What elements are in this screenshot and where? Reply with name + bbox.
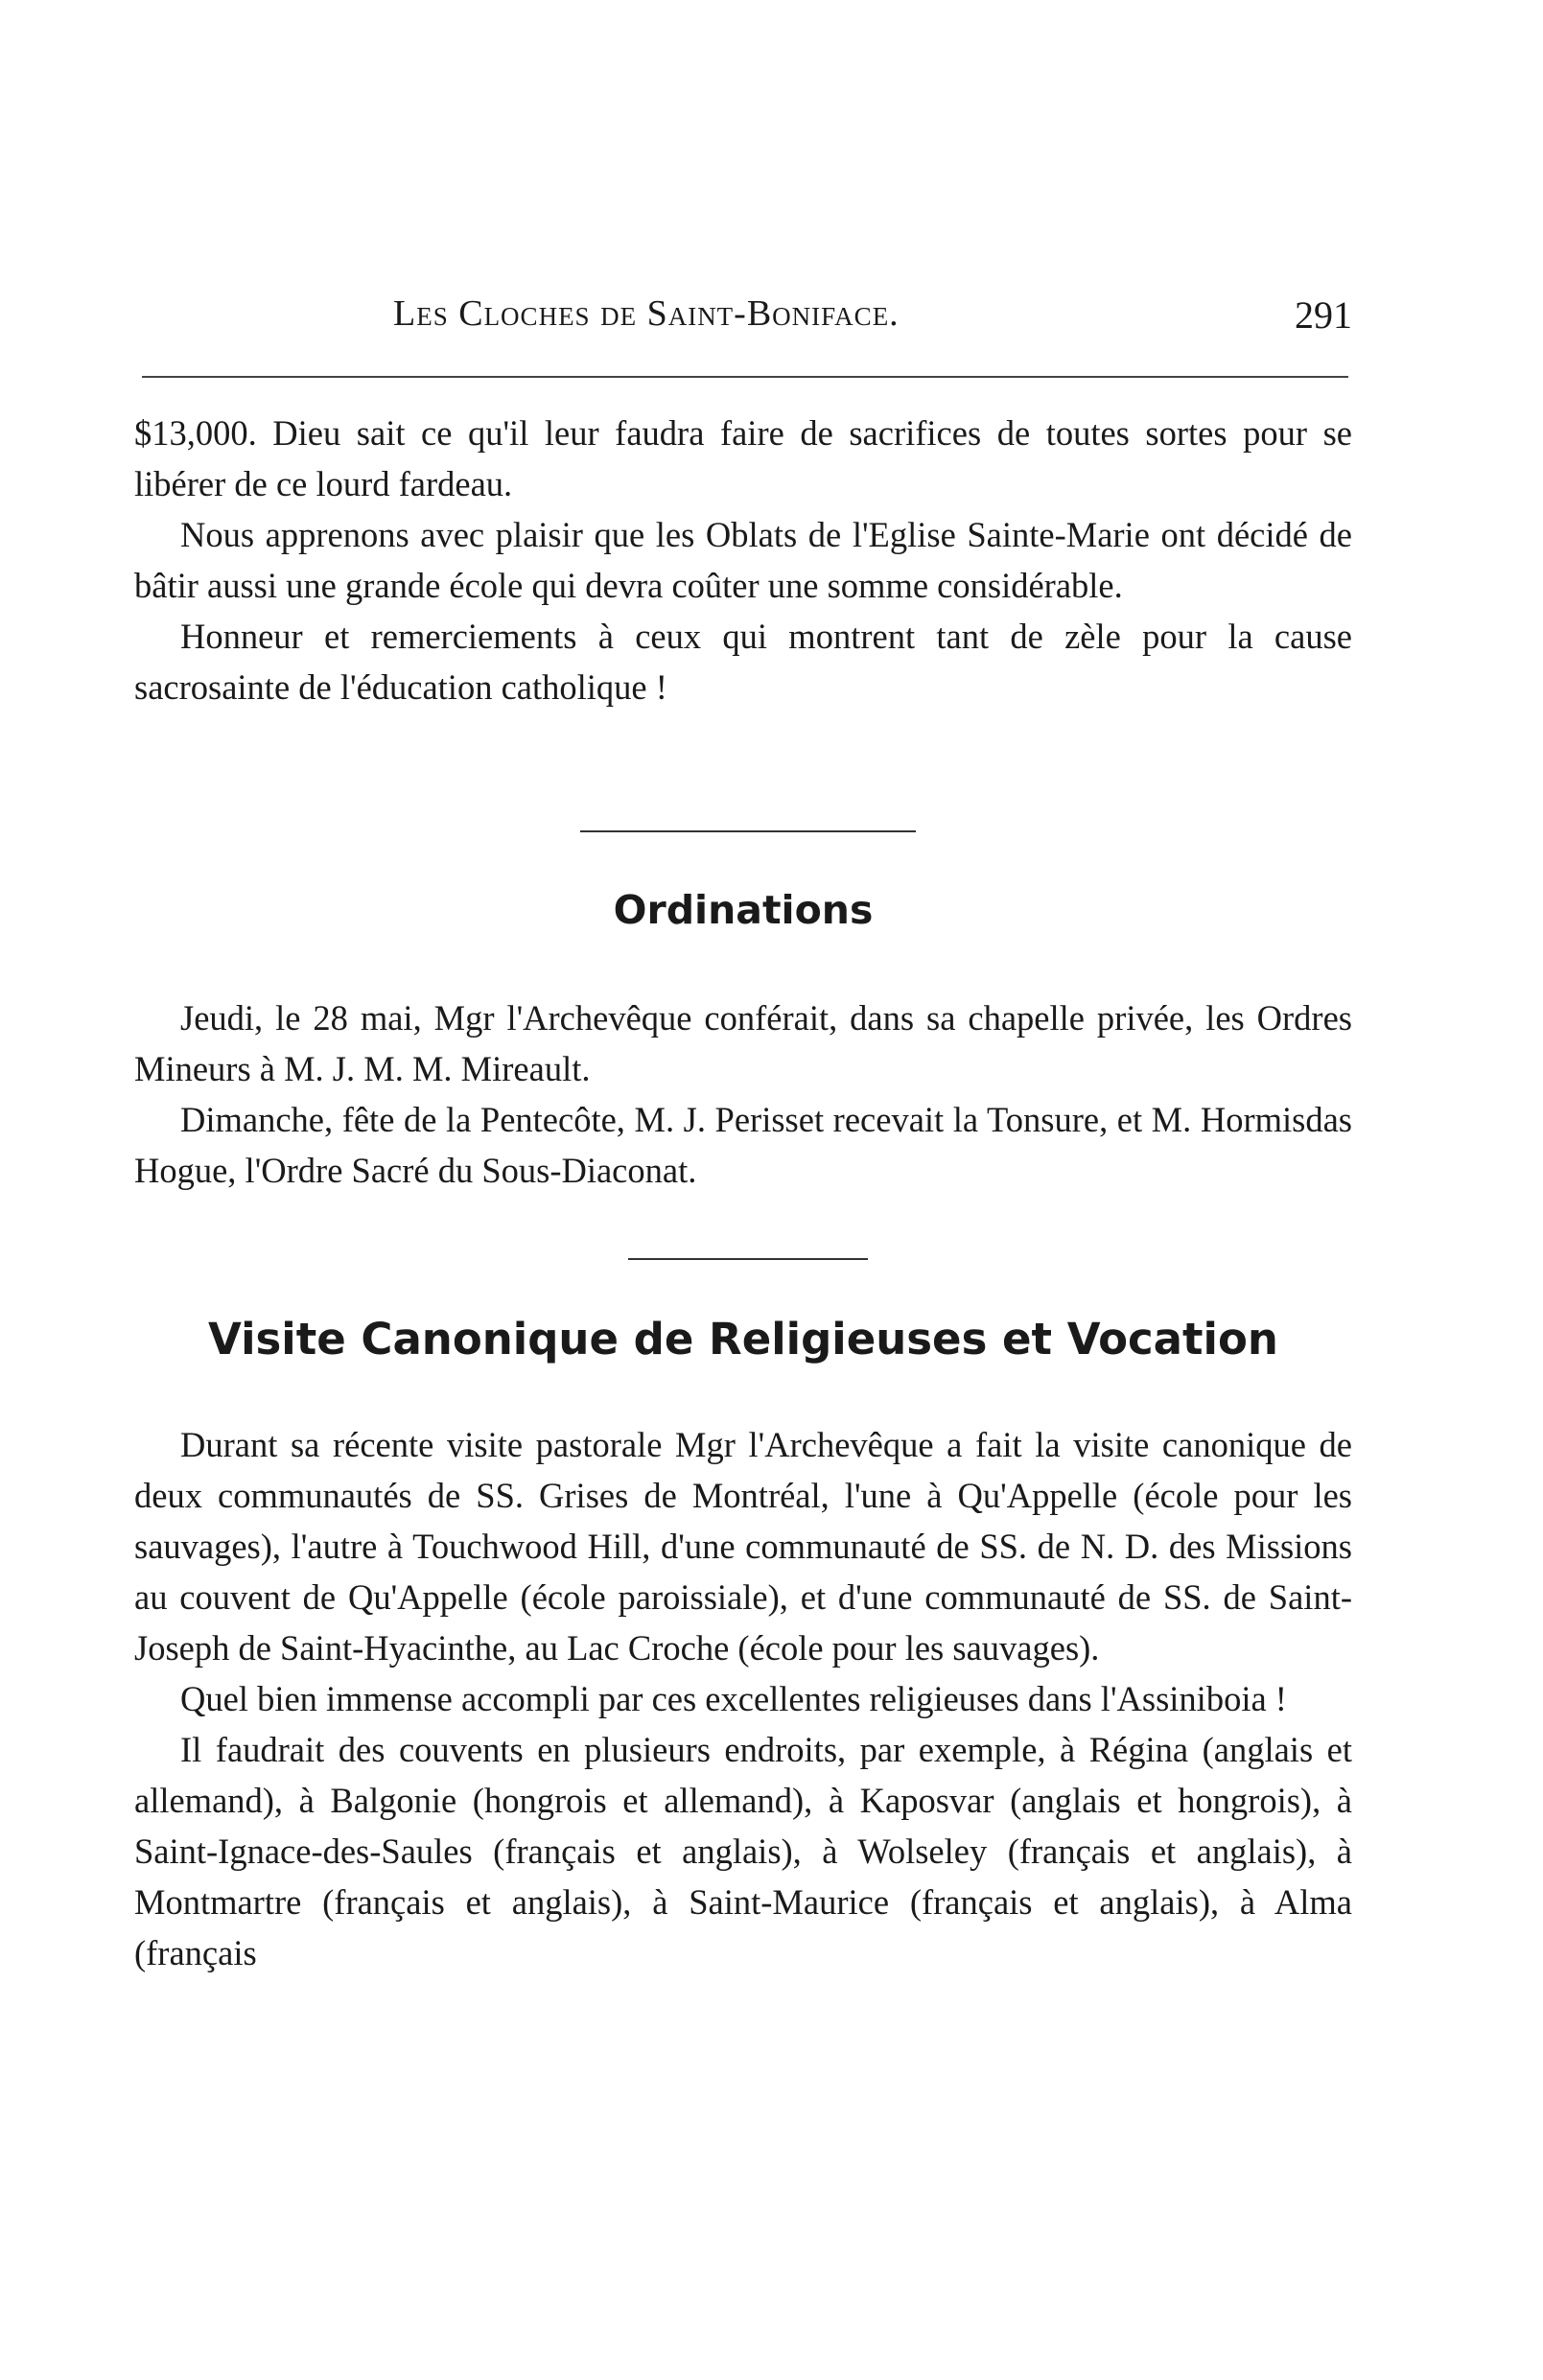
paragraph: Durant sa récente visite pastorale Mgr l'Archevêque a fait la visite canonique de deux communautés de SS. Grises de Montréal, l'une à Qu'Appelle (école pour les sauvages), l'autre à Touchwood Hill, d'une communauté de SS. de N. D. des Missions au couvent de Qu'Appelle (école paroissiale), et d'une communauté de SS. de Saint-Joseph de Saint-Hyacinthe, au Lac Croche (école pour les sauvages). xyxy=(134,1425,1352,1668)
section-divider xyxy=(580,830,916,832)
paragraph: Quel bien immense accompli par ces excellentes religieuses dans l'Assiniboia ! xyxy=(180,1679,1287,1718)
page-number: 291 xyxy=(1295,293,1352,337)
paragraph: Honneur et remerciements à ceux qui montrent tant de zèle pour la cause sacrosainte de l'éducation catholique ! xyxy=(134,617,1352,707)
top-section-text xyxy=(134,408,1352,712)
ordinations-text xyxy=(134,992,1352,1196)
section-heading-visite: Visite Canonique de Religieuses et Vocation xyxy=(208,1314,1278,1365)
header-rule xyxy=(142,376,1348,378)
section-heading-ordinations: Ordinations xyxy=(613,887,874,933)
running-title: Les Cloches de Saint-Boniface. xyxy=(393,293,900,334)
paragraph: Jeudi, le 28 mai, Mgr l'Archevêque conférait, dans sa chapelle privée, les Ordres Mineurs à M. J. M. M. Mireault. xyxy=(134,998,1352,1088)
section-divider xyxy=(628,1258,868,1260)
paragraph: Nous apprenons avec plaisir que les Oblats de l'Eglise Sainte-Marie ont décidé de bâtir aussi une grande école qui devra coûter une somme considérable. xyxy=(134,515,1352,605)
paragraph: $13,000. Dieu sait ce qu'il leur faudra faire de sacrifices de toutes sortes pour se libérer de ce lourd fardeau. xyxy=(134,413,1352,503)
running-head xyxy=(134,292,1352,350)
paragraph: Dimanche, fête de la Pentecôte, M. J. Perisset recevait la Tonsure, et M. Hormisdas Hogue, l'Ordre Sacré du Sous-Diaconat. xyxy=(134,1100,1352,1190)
visite-text xyxy=(134,1419,1352,1978)
paragraph: Il faudrait des couvents en plusieurs endroits, par exemple, à Régina (anglais et allemand), à Balgonie (hongrois et allemand), à Kaposvar (anglais et hongrois), à Saint-Ignace-des-Saules (français et anglais), à Wolseley (français et anglais), à Montmartre (français et anglais), à Saint-Maurice (français et anglais), à Alma (français xyxy=(134,1730,1352,1972)
